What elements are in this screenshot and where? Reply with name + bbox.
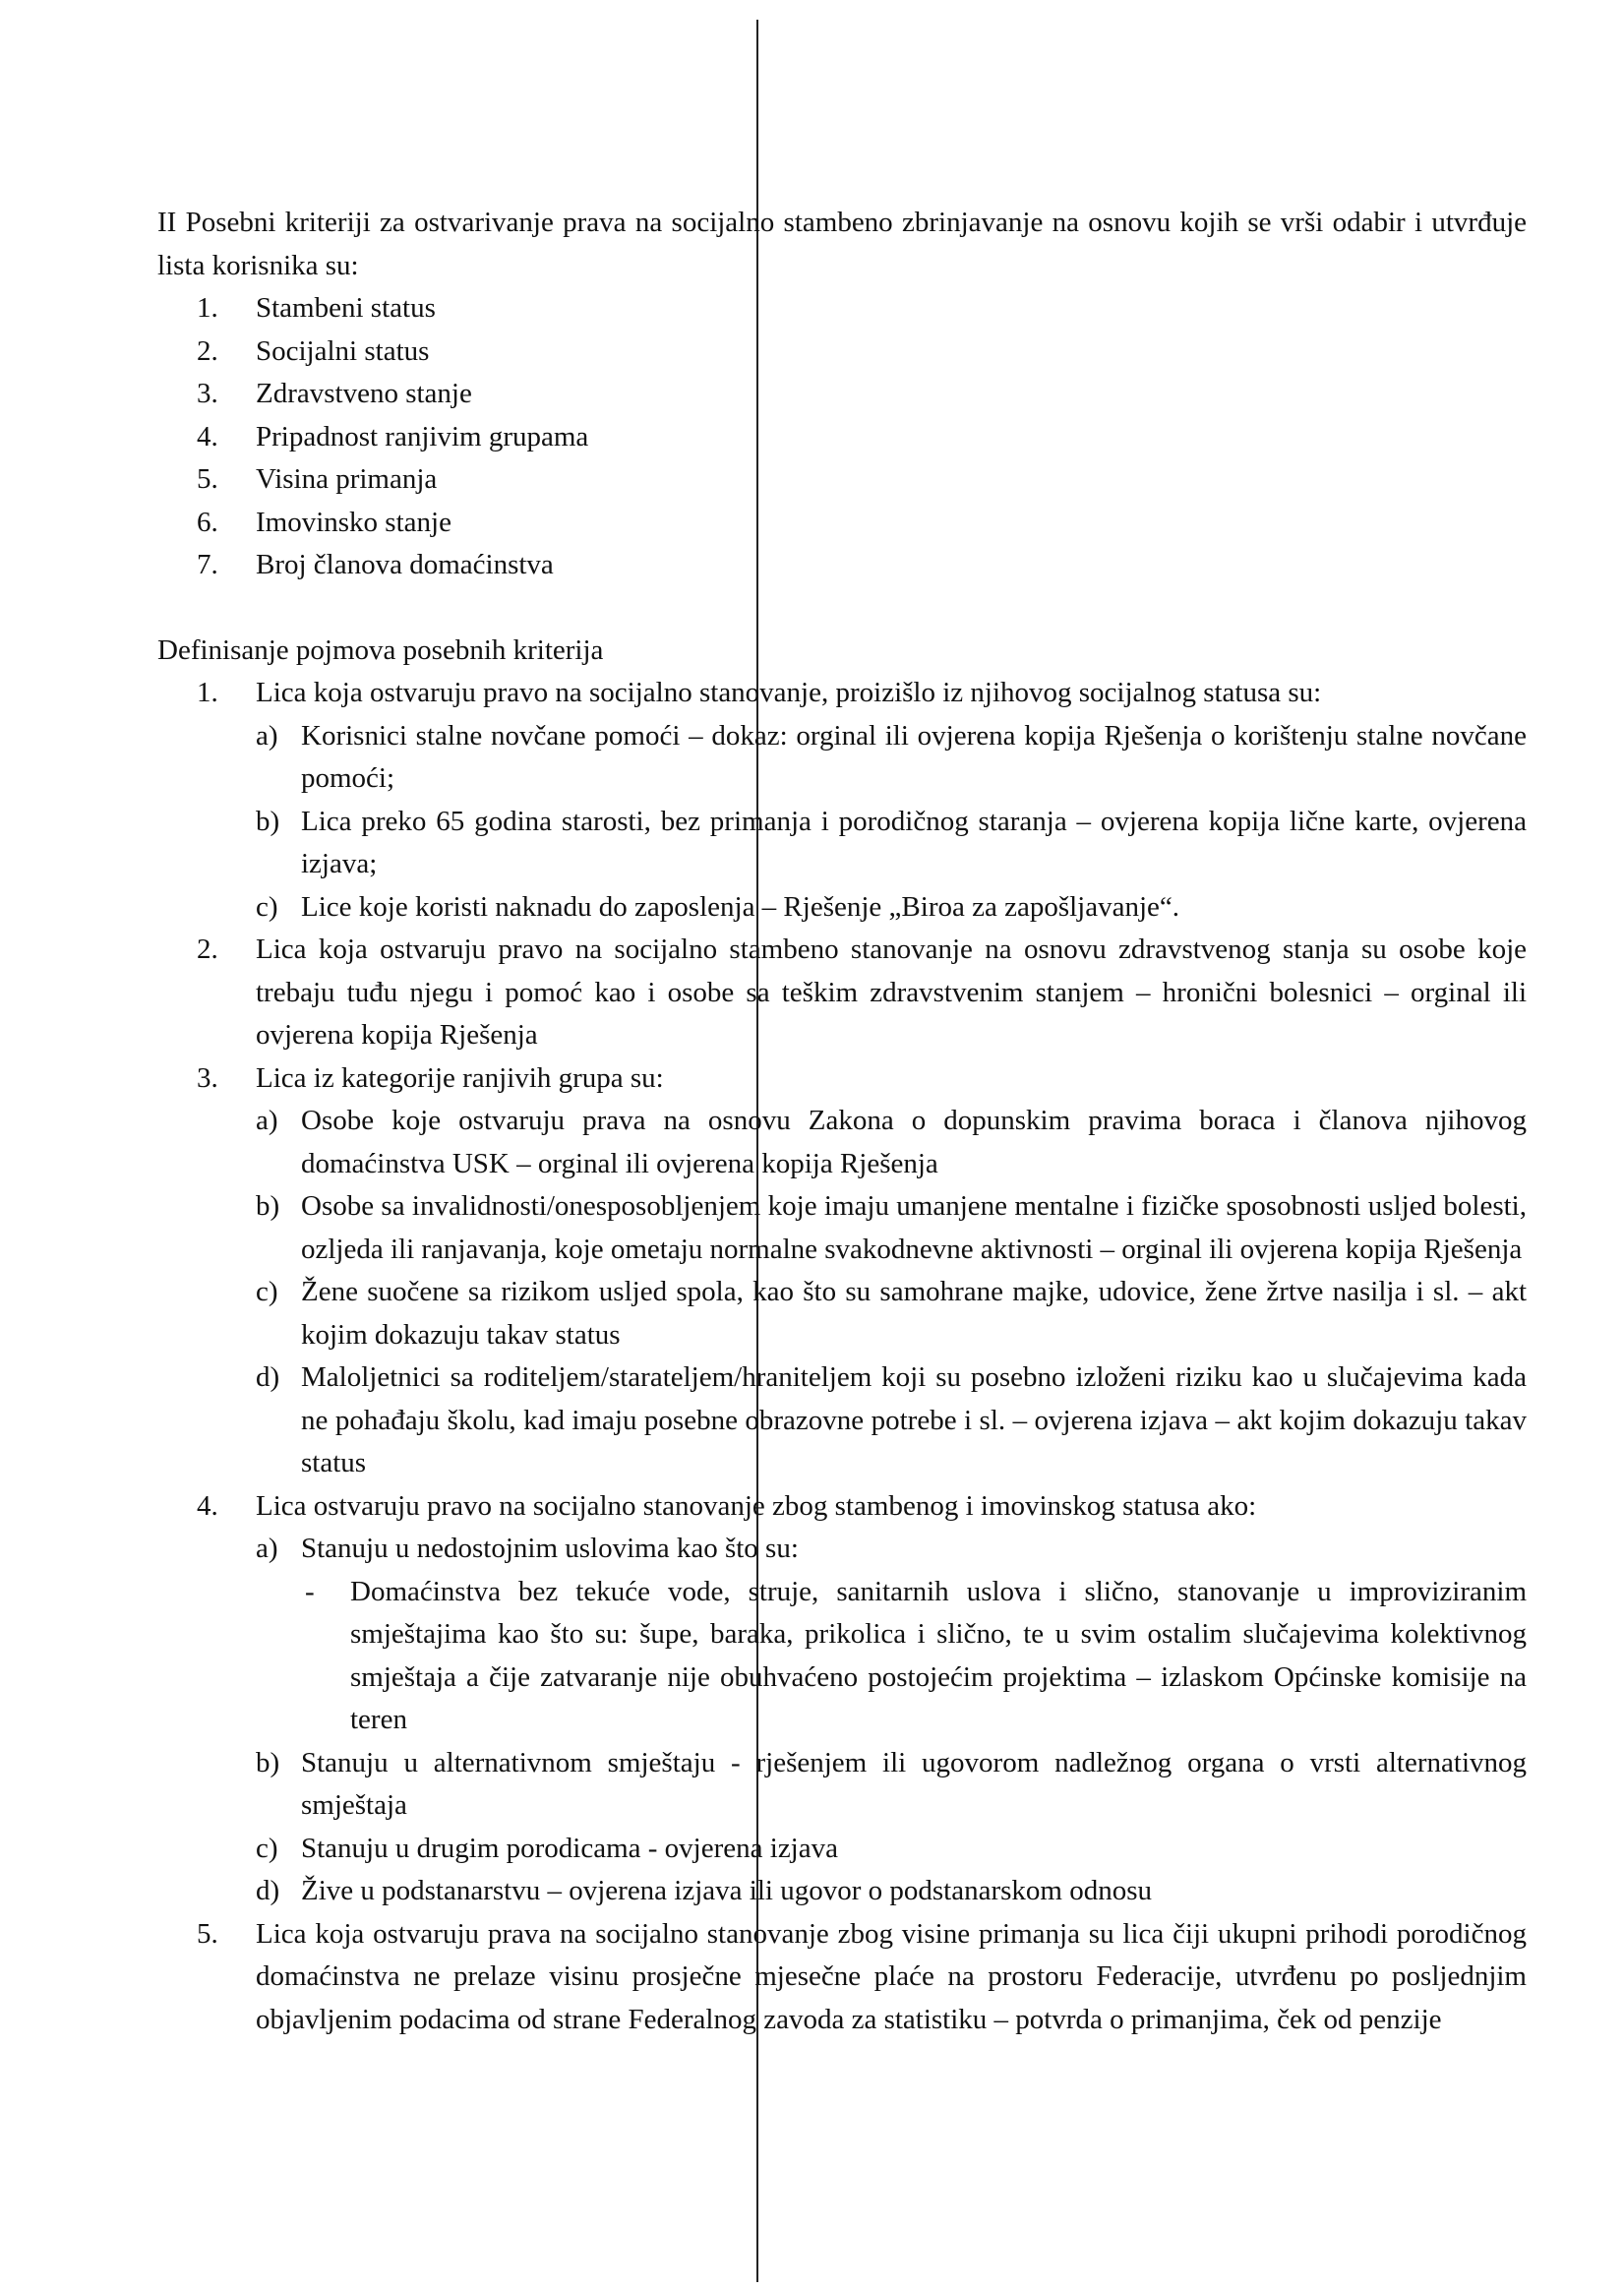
criteria-item	[157, 331, 1527, 374]
criteria-text: Imovinsko stanje	[256, 506, 451, 538]
sub-letter: a)	[256, 1105, 278, 1136]
sub-letter: a)	[256, 719, 278, 752]
definition-text: Lica koja ostvaruju pravo na socijalno stambeno stanovanje na osnovu zdravstvenog stanja su osobe koje trebaju tuđu njegu i pomoć kao i osobe sa teškim zdravstvenim stanjem – hronični bolesnici – orginal ili ovjerena kopija Rješenja	[256, 934, 1527, 1051]
definition-item	[157, 1913, 1527, 2042]
sub-text: Osobe koje ostvaruju prava na osnovu Zakona o dopunskim pravima boraca i članova njihovog domaćinstva USK – orginal ili ovjerena kopija Rješenja	[301, 1105, 1527, 1179]
definition-item	[157, 1485, 1527, 1913]
dash-item	[301, 1571, 1527, 1742]
dash-bullet: -	[305, 1575, 315, 1607]
criteria-text: Broj članova domaćinstva	[256, 549, 554, 580]
definition-text: Lica koja ostvaruju pravo na socijalno stanovanje, proizišlo iz njihovog socijalnog statusa su:	[256, 677, 1322, 708]
criteria-item	[157, 373, 1527, 416]
criteria-number: 6.	[197, 506, 218, 538]
definition-number: 3.	[197, 1061, 218, 1094]
sub-letter: a)	[256, 1533, 278, 1564]
criteria-item	[157, 544, 1527, 587]
definition-item	[157, 1057, 1527, 1485]
criteria-number: 2.	[197, 334, 218, 367]
sub-letter: c)	[256, 1276, 278, 1307]
definition-sublist	[256, 1100, 1527, 1485]
document-page	[157, 202, 1527, 2041]
definition-item	[157, 672, 1527, 929]
sub-item	[256, 715, 1527, 801]
sub-text: Maloljetnici sa roditeljem/starateljem/hraniteljem koji su posebno izloženi riziku kao u slučajevima kada ne pohađaju školu, kad imaju posebne obrazovne potrebe i sl. – ovjerena izjava – akt kojim dokazuju takav status	[301, 1361, 1527, 1478]
definitions-list	[157, 672, 1527, 2041]
sub-item	[256, 1870, 1527, 1913]
sub-text: Stanuju u drugim porodicama - ovjerena izjava	[301, 1832, 838, 1864]
criteria-text: Socijalni status	[256, 334, 430, 367]
sub-letter: b)	[256, 805, 280, 837]
sub-item	[256, 1356, 1527, 1485]
criteria-item	[157, 416, 1527, 459]
definitions-title: Definisanje pojmova posebnih kriterija	[157, 633, 604, 666]
sub-item	[256, 1185, 1527, 1271]
intro-paragraph: II Posebni kriteriji za ostvarivanje prava na socijalno stambeno zbrinjavanje na osnovu kojih se vrši odabir i utvrđuje lista korisnika su:	[157, 207, 1527, 281]
sub-item	[256, 886, 1527, 930]
definition-sublist	[256, 715, 1527, 930]
definition-number: 2.	[197, 934, 218, 965]
sub-item	[256, 801, 1527, 886]
sub-text: Stanuju u nedostojnim uslovima kao što su:	[301, 1533, 799, 1564]
sub-item	[256, 1271, 1527, 1356]
criteria-text: Visina primanja	[256, 463, 438, 495]
sub-letter: c)	[256, 1832, 278, 1864]
definition-sublist	[256, 1528, 1527, 1913]
criteria-item	[157, 502, 1527, 545]
sub-item	[256, 1828, 1527, 1871]
criteria-number: 1.	[197, 292, 218, 324]
sub-item	[256, 1528, 1527, 1742]
sub-text: Korisnici stalne novčane pomoći – dokaz: orginal ili ovjerena kopija Rješenja o korištenju stalne novčane pomoći;	[301, 719, 1527, 794]
sub-item	[256, 1742, 1527, 1828]
criteria-number: 4.	[197, 420, 218, 452]
criteria-list	[157, 287, 1527, 587]
sub-text: Žive u podstanarstvu – ovjerena izjava ili ugovor o podstanarskom odnosu	[301, 1875, 1152, 1906]
sub-text: Lice koje koristi naknadu do zaposlenja – Rješenje „Biroa za zapošljavanje“.	[301, 890, 1180, 923]
sub-text: Žene suočene sa rizikom usljed spola, kao što su samohrane majke, udovice, žene žrtve nasilja i sl. – akt kojim dokazuju takav status	[301, 1276, 1527, 1351]
definition-item	[157, 929, 1527, 1057]
definition-number: 5.	[197, 1917, 218, 1950]
criteria-number: 5.	[197, 463, 218, 495]
definition-text: Lica koja ostvaruju prava na socijalno stanovanje zbog visine primanja su lica čiji ukupni prihodi porodičnog domaćinstva ne prelaze visinu prosječne mjesečne plaće na prostoru Federacije, utvrđenu po posljednjim objavljenim podacima od strane Federalnog zavoda za statistiku – potvrda o primanjima, ček od penzije	[256, 1917, 1527, 2035]
criteria-item	[157, 287, 1527, 331]
criteria-text: Stambeni status	[256, 292, 436, 324]
definition-text: Lica ostvaruju pravo na socijalno stanovanje zbog stambenog i imovinskog statusa ako:	[256, 1489, 1257, 1522]
criteria-item	[157, 458, 1527, 502]
sub-letter: d)	[256, 1875, 280, 1906]
sub-item	[256, 1100, 1527, 1185]
sub-letter: b)	[256, 1190, 280, 1222]
dash-text: Domaćinstva bez tekuće vode, struje, sanitarnih uslova i slično, stanovanje u improviziranim smještajima kao što su: šupe, baraka, prikolica i slično, te u svim ostalim slučajevima kolektivnog smještaja a čije zatvaranje nije obuhvaćeno postojećim projektima – izlaskom Općinske komisije na teren	[350, 1575, 1527, 1735]
definition-number: 1.	[197, 677, 218, 708]
criteria-text: Zdravstveno stanje	[256, 378, 472, 409]
criteria-number: 3.	[197, 378, 218, 409]
definition-text: Lica iz kategorije ranjivih grupa su:	[256, 1061, 664, 1094]
sub-letter: d)	[256, 1361, 280, 1393]
sub-text: Lica preko 65 godina starosti, bez primanja i porodičnog staranja – ovjerena kopija lične karte, ovjerena izjava;	[301, 805, 1527, 879]
sub-letter: c)	[256, 890, 278, 923]
dash-list	[301, 1571, 1527, 1742]
sub-letter: b)	[256, 1746, 280, 1778]
criteria-text: Pripadnost ranjivim grupama	[256, 420, 589, 452]
criteria-number: 7.	[197, 549, 218, 580]
sub-text: Stanuju u alternativnom smještaju - rješenjem ili ugovorom nadležnog organa o vrsti alternativnog smještaja	[301, 1746, 1527, 1821]
sub-text: Osobe sa invalidnosti/onesposobljenjem koje imaju umanjene mentalne i fizičke sposobnosti usljed bolesti, ozljeda ili ranjavanja, koje ometaju normalne svakodnevne aktivnosti – orginal ili ovjerena kopija Rješenja	[301, 1190, 1527, 1265]
definition-number: 4.	[197, 1489, 218, 1522]
